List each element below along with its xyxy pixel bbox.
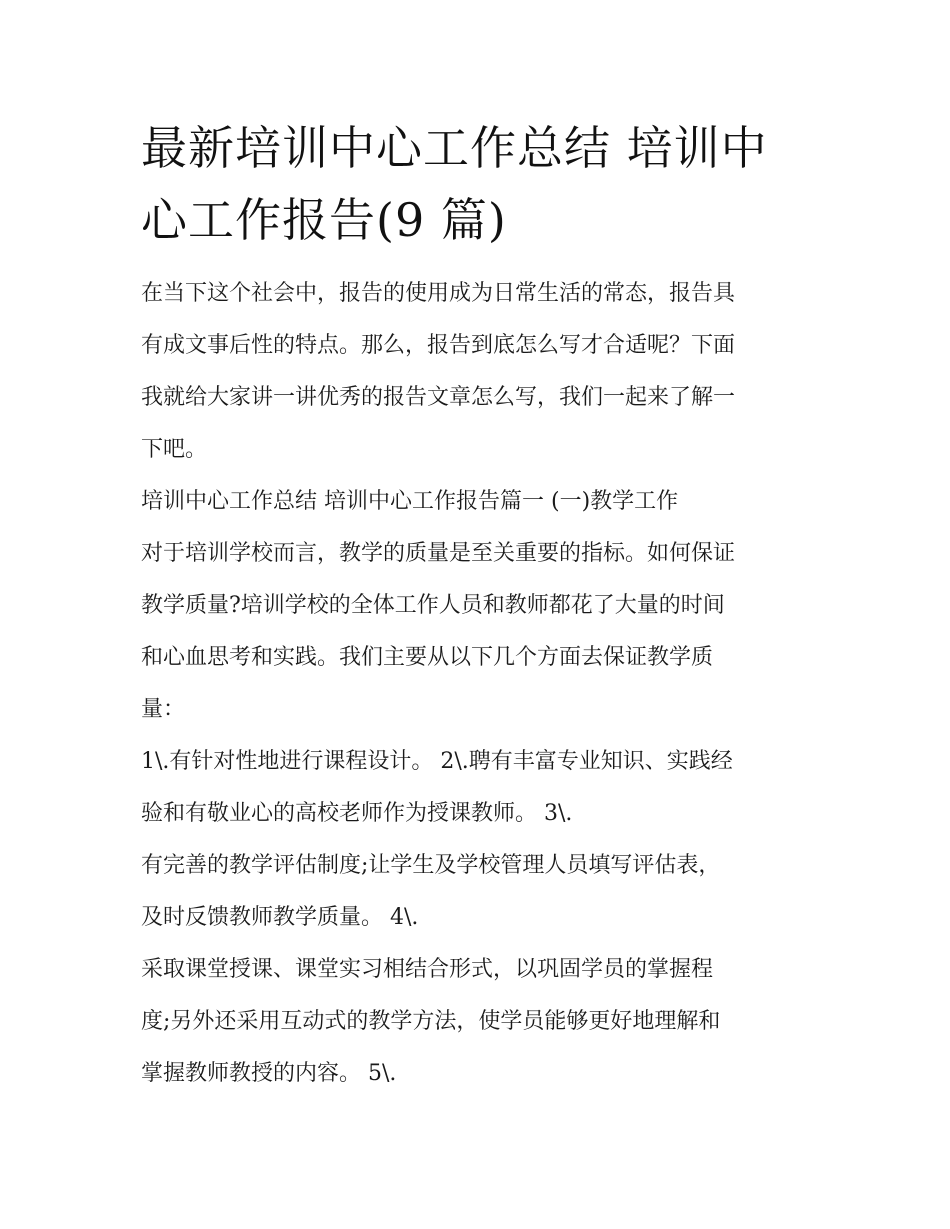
body-paragraph xyxy=(141,528,831,736)
text-line: 下吧。 xyxy=(141,437,208,462)
text-line: 有完善的教学评估制度;让学生及学校管理人员填写评估表， xyxy=(141,853,721,878)
list-paragraph xyxy=(141,840,831,944)
document-title xyxy=(141,112,831,256)
intro-paragraph xyxy=(141,268,831,476)
text-line: 验和有敬业心的高校老师作为授课教师。 3\. xyxy=(141,801,573,826)
text-line: 和心血思考和实践。我们主要从以下几个方面去保证教学质 xyxy=(141,645,714,670)
document-body xyxy=(141,268,831,1100)
text-line: 在当下这个社会中，报告的使用成为日常生活的常态，报告具 xyxy=(141,281,736,306)
list-paragraph xyxy=(141,736,831,840)
document-content xyxy=(141,112,831,1100)
text-line: 度;另外还采用互动式的教学方法，使学员能够更好地理解和 xyxy=(141,1009,721,1034)
text-line: 及时反馈教师教学质量。 4\. xyxy=(141,905,419,930)
text-line: 量： xyxy=(141,697,186,722)
text-line: 培训中心工作总结 培训中心工作报告篇一 (一)教学工作 xyxy=(141,489,679,514)
text-line: 对于培训学校而言，教学的质量是至关重要的指标。如何保证 xyxy=(141,541,736,566)
text-line: 教学质量?培训学校的全体工作人员和教师都花了大量的时间 xyxy=(141,593,725,618)
text-line: 掌握教师教授的内容。 5\. xyxy=(141,1061,397,1086)
text-line: 1\.有针对性地进行课程设计。 2\.聘有丰富专业知识、实践经 xyxy=(141,749,733,774)
title-line: 最新培训中心工作总结 培训中 xyxy=(141,121,768,175)
section-heading xyxy=(141,476,831,528)
text-line: 我就给大家讲一讲优秀的报告文章怎么写，我们一起来了解一 xyxy=(141,385,736,410)
text-line: 采取课堂授课、课堂实习相结合形式，以巩固学员的掌握程 xyxy=(141,957,714,982)
title-line: 心工作报告(9 篇) xyxy=(141,193,507,247)
text-line: 有成文事后性的特点。那么，报告到底怎么写才合适呢？下面 xyxy=(141,333,736,358)
list-paragraph xyxy=(141,944,831,1100)
